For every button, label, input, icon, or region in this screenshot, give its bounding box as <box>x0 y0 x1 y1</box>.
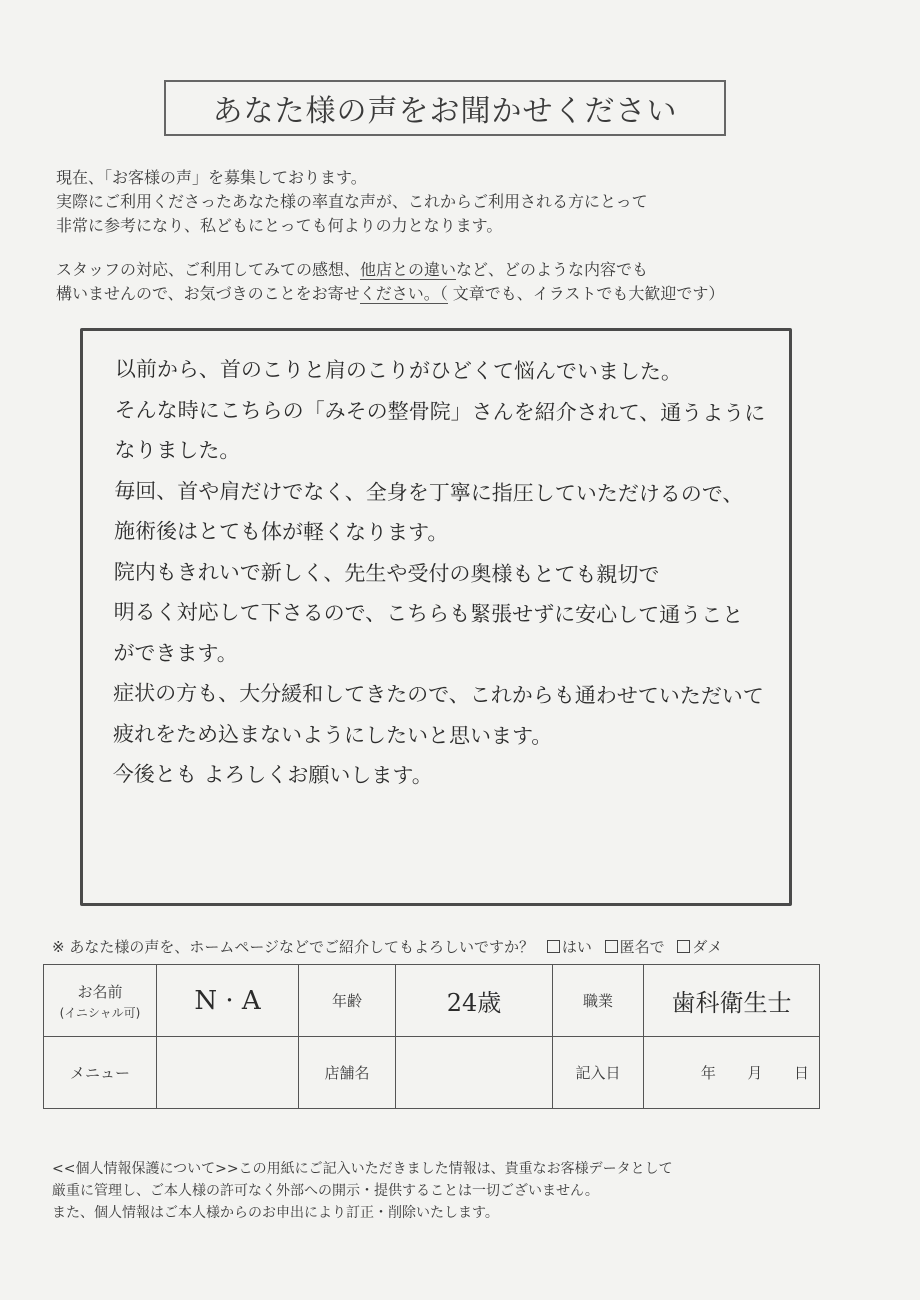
handwritten-testimonial <box>113 349 766 798</box>
menu-label: メニュー <box>44 1037 157 1109</box>
job-value: 歯科衛生士 <box>671 989 792 1017</box>
consent-question: ※ あなた様の声を、ホームページなどでご紹介してもよろしいですか？ はい 匿名で ダメ <box>52 938 723 956</box>
info-form <box>43 964 820 1109</box>
privacy-line: また、個人情報はご本人様からのお申出により訂正・削除いたします。 <box>52 1205 499 1221</box>
date-field[interactable] <box>644 1037 820 1109</box>
testimonial-line: 症状の方も、大分緩和してきたので、これからも通わせていただいて <box>113 680 764 709</box>
checkbox-anonymous[interactable] <box>605 940 618 953</box>
job-label: 職業 <box>553 965 644 1037</box>
menu-field[interactable] <box>157 1037 299 1109</box>
date-year: 年 <box>700 1064 716 1082</box>
testimonial-line: そんな時にこちらの「みその整骨院」さんを紹介されて、通うように <box>114 397 766 425</box>
option-no-label: ダメ <box>692 938 723 956</box>
date-day: 日 <box>793 1064 809 1082</box>
store-field[interactable] <box>396 1037 553 1109</box>
testimonial-line: 以前から、首のこりと肩のこりがひどくて悩んでいました。 <box>114 356 682 384</box>
name-field[interactable] <box>157 965 299 1037</box>
intro-line: 実際にご利用くださったあなた様の率直な声が、これからご利用される方にとって <box>56 192 648 211</box>
privacy-line: <<個人情報保護について>>この用紙にご記入いただきました情報は、貴重なお客様データとして <box>52 1161 673 1177</box>
age-label: 年齢 <box>299 965 396 1037</box>
testimonial-line: 今後とも よろしくお願いします。 <box>112 761 433 788</box>
store-label: 店舗名 <box>299 1037 396 1109</box>
testimonial-line: 毎回、首や肩だけでなく、全身を丁寧に指圧していただけるので、 <box>114 478 744 506</box>
job-field[interactable] <box>644 965 820 1037</box>
request-line: スタッフの対応、ご利用してみての感想、他店との違いなど、どのような内容でも <box>56 260 649 279</box>
privacy-line: 厳重に管理し、ご本人様の許可なく外部への開示・提供することは一切ございません。 <box>52 1183 599 1199</box>
underlined-text: 他店との違い <box>360 260 457 279</box>
testimonial-line: ができます。 <box>113 640 238 666</box>
testimonial-line: 疲れをため込まないようにしたいと思います。 <box>112 721 553 748</box>
age-field[interactable] <box>396 965 553 1037</box>
testimonial-line: なりました。 <box>114 437 241 463</box>
page-title: あなた様の声をお聞かせください <box>164 80 726 136</box>
intro-line: 非常に参考になり、私どもにとっても何よりの力となります。 <box>56 216 503 235</box>
option-yes-label: はい <box>561 938 592 956</box>
intro-text <box>56 166 648 238</box>
intro-line: 現在、「お客様の声」を募集しております。 <box>56 168 367 187</box>
checkbox-yes[interactable] <box>547 940 560 953</box>
option-anonymous-label: 匿名で <box>619 938 665 956</box>
underlined-text: ください。（ <box>359 284 448 303</box>
request-text <box>56 258 724 306</box>
name-label-cell: お名前 (イニシャル可) <box>44 965 157 1037</box>
testimonial-line: 明るく対応して下さるので、こちらも緊張せずに安心して通うこと <box>113 599 744 628</box>
date-label: 記入日 <box>553 1037 644 1109</box>
testimonial-line: 施術後はとても体が軽くなります。 <box>113 518 449 545</box>
request-line: 構いませんので、お気づきのことをお寄せください。（ 文章でも、イラストでも大歓迎です） <box>56 284 725 303</box>
name-value: N · A <box>194 985 261 1016</box>
checkbox-no[interactable] <box>677 940 690 953</box>
testimonial-line: 院内もきれいで新しく、先生や受付の奥様もとても親切で <box>113 559 660 587</box>
date-month: 月 <box>747 1064 763 1082</box>
privacy-notice <box>52 1158 673 1224</box>
age-value: 24歳 <box>446 989 502 1017</box>
testimonial-box <box>80 328 792 906</box>
